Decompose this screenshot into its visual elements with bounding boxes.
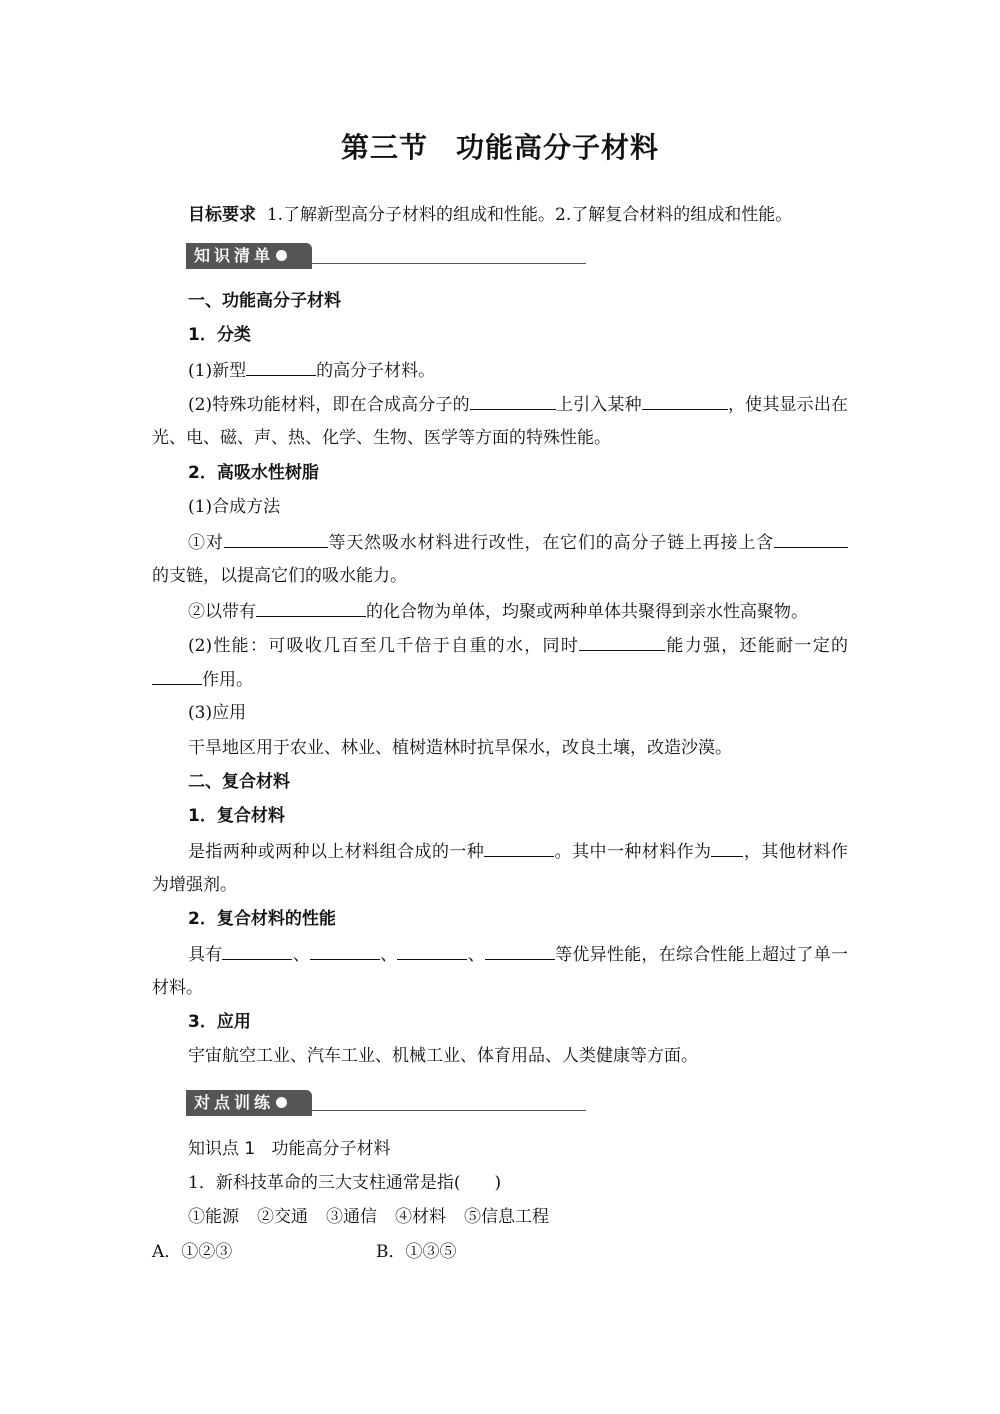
s1-app-heading: (3)应用	[188, 703, 247, 723]
s1-c1: ①对 等天然吸水材料进行改性，在它们的高分子链上再接上含	[188, 531, 848, 554]
knowledge-banner-label: 知识清单	[194, 246, 275, 265]
s2-d1: 是指两种或两种以上材料组合成的一种 。其中一种材料作为 ，其他材料作	[188, 842, 849, 862]
s1-p2-cont: 光、电、磁、声、热、化学、生物、医学等方面的特殊性能。	[152, 428, 611, 448]
knowledge-point: 知识点 1 功能高分子材料	[188, 1139, 391, 1159]
s2-p1-cont: 材料。	[152, 978, 203, 998]
s1-c2: ②以带有 的化合物为单体，均聚或两种单体共聚得到亲水性高聚物。	[188, 602, 808, 622]
choice-a: A．①②③	[152, 1242, 233, 1262]
s1-perf-cont: 作用。	[152, 668, 253, 691]
section1-sub2: 2．高吸水性树脂	[188, 463, 319, 483]
section1-heading: 一、功能高分子材料	[188, 291, 341, 311]
section2-heading: 二、复合材料	[188, 772, 290, 792]
question-1: 1．新科技革命的三大支柱通常是指( )	[188, 1173, 502, 1193]
section1-sub1: 1．分类	[188, 325, 251, 345]
section2-sub1: 1．复合材料	[188, 806, 285, 826]
s1-p1: (1)新型 的高分子材料。	[188, 361, 436, 381]
s2-p1: 具有 、 、 、 等优异性能，在综合性能上超过了单一	[188, 945, 849, 965]
section2-sub3: 3．应用	[188, 1012, 251, 1032]
s1-app: 干旱地区用于农业、林业、植树造林时抗旱保水，改良土壤，改造沙漠。	[188, 738, 732, 758]
page-title: 第三节 功能高分子材料	[340, 131, 660, 164]
practice-banner-label: 对点训练	[194, 1093, 275, 1112]
s1-synth-heading: (1)合成方法	[188, 497, 281, 517]
dot-icon	[276, 250, 287, 261]
s1-perf: (2)性能：可吸收几百至几千倍于自重的水，同时 能力强，还能耐一定的	[188, 636, 848, 656]
goal-label: 目标要求	[188, 205, 256, 225]
goal-text: 1.了解新型高分子材料的组成和性能。2.了解复合材料的组成和性能。	[266, 205, 793, 225]
goal-line	[188, 204, 792, 226]
knowledge-banner	[186, 243, 586, 269]
s1-p2: (2)特殊功能材料，即在合成高分子的 上引入某种 ，使其显示出在	[188, 395, 848, 415]
practice-banner	[186, 1090, 586, 1116]
choice-b: B．①③⑤	[376, 1242, 457, 1262]
s2-d1-cont: 为增强剂。	[152, 875, 237, 895]
question-1-items: ①能源 ②交通 ③通信 ④材料 ⑤信息工程	[188, 1207, 549, 1227]
section2-sub2: 2．复合材料的性能	[188, 909, 336, 929]
s2-app: 宇宙航空工业、汽车工业、机械工业、体育用品、人类健康等方面。	[188, 1046, 698, 1066]
s1-c1-cont: 的支链，以提高它们的吸水能力。	[152, 566, 407, 586]
dot-icon	[276, 1097, 287, 1108]
